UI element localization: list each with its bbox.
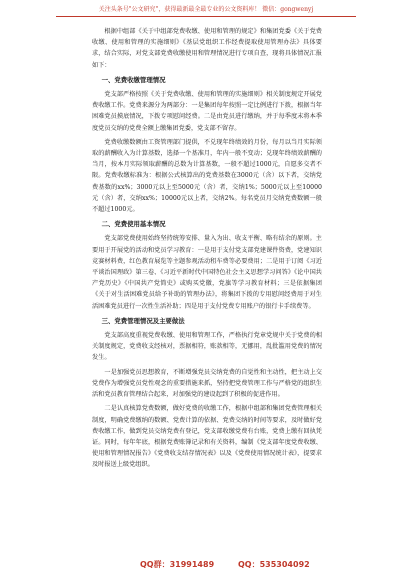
section-3-heading: 三、党费管理情况及主要做法 — [101, 316, 185, 325]
qq-group-number: QQ群：31991489 — [140, 560, 215, 569]
promo-banner: 关注头条号"公文研究"，获得最新最全最专业的公文资料库！ 微信：gongwenyj — [56, 6, 356, 17]
section-3-paragraph-1: 党支部高度重视党费收缴、使用和管理工作，严格执行党章党规中关于党费的相关制度规定，党费收支经核对，票据相符，账款相等，无挪用，乱批滥用党费的情况发生。 — [92, 332, 322, 362]
intro-paragraph: 根据中组部《关于中组部党费收缴、使用和管理的规定》和集团党委《关于党费收缴、使用和管理的实施细则》《基层党组织工作经费提取使用管理办法》具体要求，结合实际，对党支部党费收缴使用和管理情况进行专项自查，现将具体情况汇报如下： — [92, 28, 322, 69]
section-2-heading: 二、党费使用基本情况 — [101, 220, 166, 229]
section-3-paragraph-2: 一是加强党员思想教育，不断增强党员交纳党费的自觉性和主动性，把主动上交党费作为增强党员党性观念的重要措施来抓，坚持把党费管理工作与严格党的组织生活和党员教育管理结合起来，对加强党的建设起到了积极的促进作用。 — [92, 368, 322, 399]
section-1-heading: 一、党费收缴管理情况 — [101, 75, 166, 84]
document-body — [92, 26, 322, 474]
section-2-paragraph-1: 党支部党费使用始终坚持统筹安排、量入为出、收支平衡、略有结余的原则。主要用于开展党的活动和党员学习教育：一是用于支付党支部党建课件资费，党建知识竞赛材料费，红色教育展览等主题参观活动租车费等必要费用；二是用于订阅《习近平谈治国理政》第三卷、《习近平新时代中国特色社会主义思想学习问答》《论中国共产党历史》《中国共产党简史》或购买党徽，党旗等学习教育材料；三是依据集团《关于对生活困难党员给予补助的管理办法》，将集团下拨的专用慰问经费用于对生活困难党员进行一次性生活补助；四是用于支付党费专用账户的银行卡手续费等。 — [92, 235, 322, 310]
section-1-paragraph-1: 党支部严格按照《关于党费收缴、使用和管理的实施细则》相关制度规定开展党费收缴工作。党费来源分为两部分：一是集团每年按照一定比例进行下拨，根据当年困难党员摸底情况，下拨专项慰问经费。二是由党员进行缴纳，并于每季度末将本季度党员交纳的党费全额上缴集团党委，党支部不留存。 — [92, 91, 322, 132]
section-3-paragraph-3: 二是认真核算党费数额，做好党费的收缴工作，根据中组部和集团党费管理相关制度，明确党费缴纳的数额、党费计算的依据、党费交纳的时间等要求，及时做好党费收缴工作，做到党员交纳党费有登记，党支部收缴党费有台账，党费上缴有回执凭证。同时，每年年底，根据党费账簿记录和有关资料，编制《党支部年度党费收缴、使用和管理情况报告》《党费收支结存情况表》以及《党费使用情况统计表》，提要求及时报送上级党组织。 — [92, 405, 322, 469]
contact-footer — [0, 560, 408, 574]
qq-number: QQ：535304092 — [238, 560, 310, 569]
section-1-paragraph-2: 党费收缴数额由工资管理部门提供，不兑现年终绩效的月份，每月以当月实际领取的薪酬收入为计算基数，选择一个基准月，年内一般不变动；兑现年终绩效薪酬的当月，按本月实际领取薪酬的总数为计算基数，一般不超过1000元，自愿多交者不限。党费收缴标准为：根据公式核算出的党费基数在3000元（含）以下者，交纳党费基数的xx%；3000元以上至5000元（含）者，交纳1%；5000元以上至10000元（含）者，交纳xx%；10000元以上者，交纳2%。每名党员月交纳党费数额一般不超过1000元。 — [92, 138, 322, 214]
